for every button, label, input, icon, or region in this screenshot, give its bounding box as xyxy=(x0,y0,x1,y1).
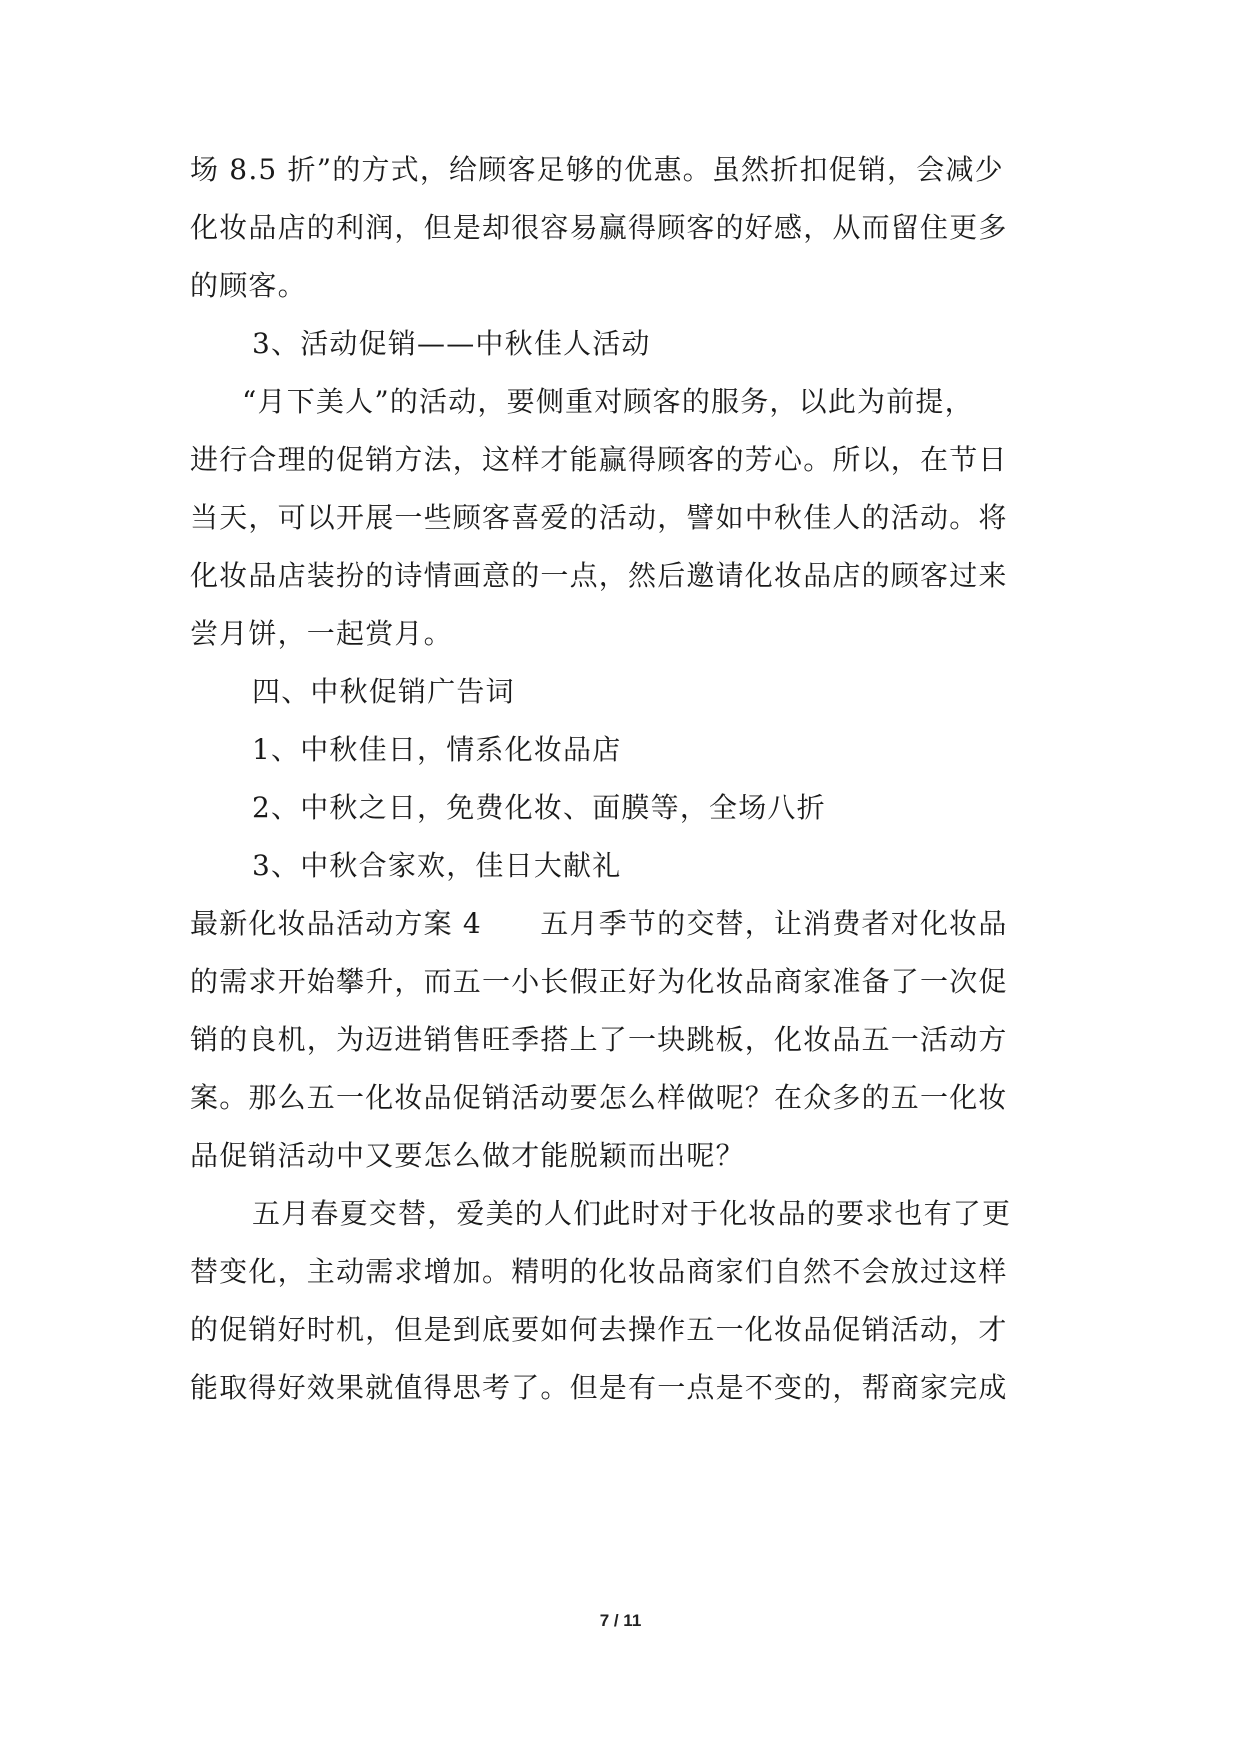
text-line: 能取得好效果就值得思考了。但是有一点是不变的，帮商家完成 xyxy=(190,1371,1008,1404)
text-line: 化妆品店装扮的诗情画意的一点，然后邀请化妆品店的顾客过来 xyxy=(190,559,1008,592)
text-line: 的需求开始攀升，而五一小长假正好为化妆品商家准备了一次促 xyxy=(190,965,1008,998)
text-line: “月下美人”的活动，要侧重对顾客的服务，以此为前提， xyxy=(242,385,974,418)
text-line: 的顾客。 xyxy=(190,269,307,302)
text-line: 尝月饼，一起赏月。 xyxy=(190,617,453,650)
text-line: 替变化，主动需求增加。精明的化妆品商家们自然不会放过这样 xyxy=(190,1255,1008,1288)
list-item: 1、中秋佳日，情系化妆品店 xyxy=(252,733,622,766)
text-line: 进行合理的促销方法，这样才能赢得顾客的芳心。所以，在节日 xyxy=(190,443,1008,476)
text-line: 销的良机，为迈进销售旺季搭上了一块跳板，化妆品五一活动方 xyxy=(190,1023,1008,1056)
text-line: 化妆品店的利润，但是却很容易赢得顾客的好感，从而留住更多 xyxy=(190,211,1008,244)
text-line: 当天，可以开展一些顾客喜爱的活动，譬如中秋佳人的活动。将 xyxy=(190,501,1008,534)
text-line: 案。那么五一化妆品促销活动要怎么样做呢？在众多的五一化妆 xyxy=(190,1081,1008,1114)
section-heading: 3、活动促销——中秋佳人活动 xyxy=(252,327,651,360)
page-number: 7 / 11 xyxy=(599,1611,642,1630)
section-heading: 四、中秋促销广告词 xyxy=(252,675,515,708)
section-title-line: 最新化妆品活动方案 4 五月季节的交替，让消费者对化妆品 xyxy=(190,907,1008,940)
text-line: 场 8.5 折”的方式，给顾客足够的优惠。虽然折扣促销，会减少 xyxy=(190,153,1004,186)
text-line: 品促销活动中又要怎么做才能脱颖而出呢？ xyxy=(190,1139,745,1172)
list-item: 2、中秋之日，免费化妆、面膜等，全场八折 xyxy=(252,791,826,824)
list-item: 3、中秋合家欢，佳日大献礼 xyxy=(252,849,622,882)
text-line: 五月春夏交替，爱美的人们此时对于化妆品的要求也有了更 xyxy=(252,1197,1012,1230)
text-line: 的促销好时机，但是到底要如何去操作五一化妆品促销活动，才 xyxy=(190,1313,1008,1346)
